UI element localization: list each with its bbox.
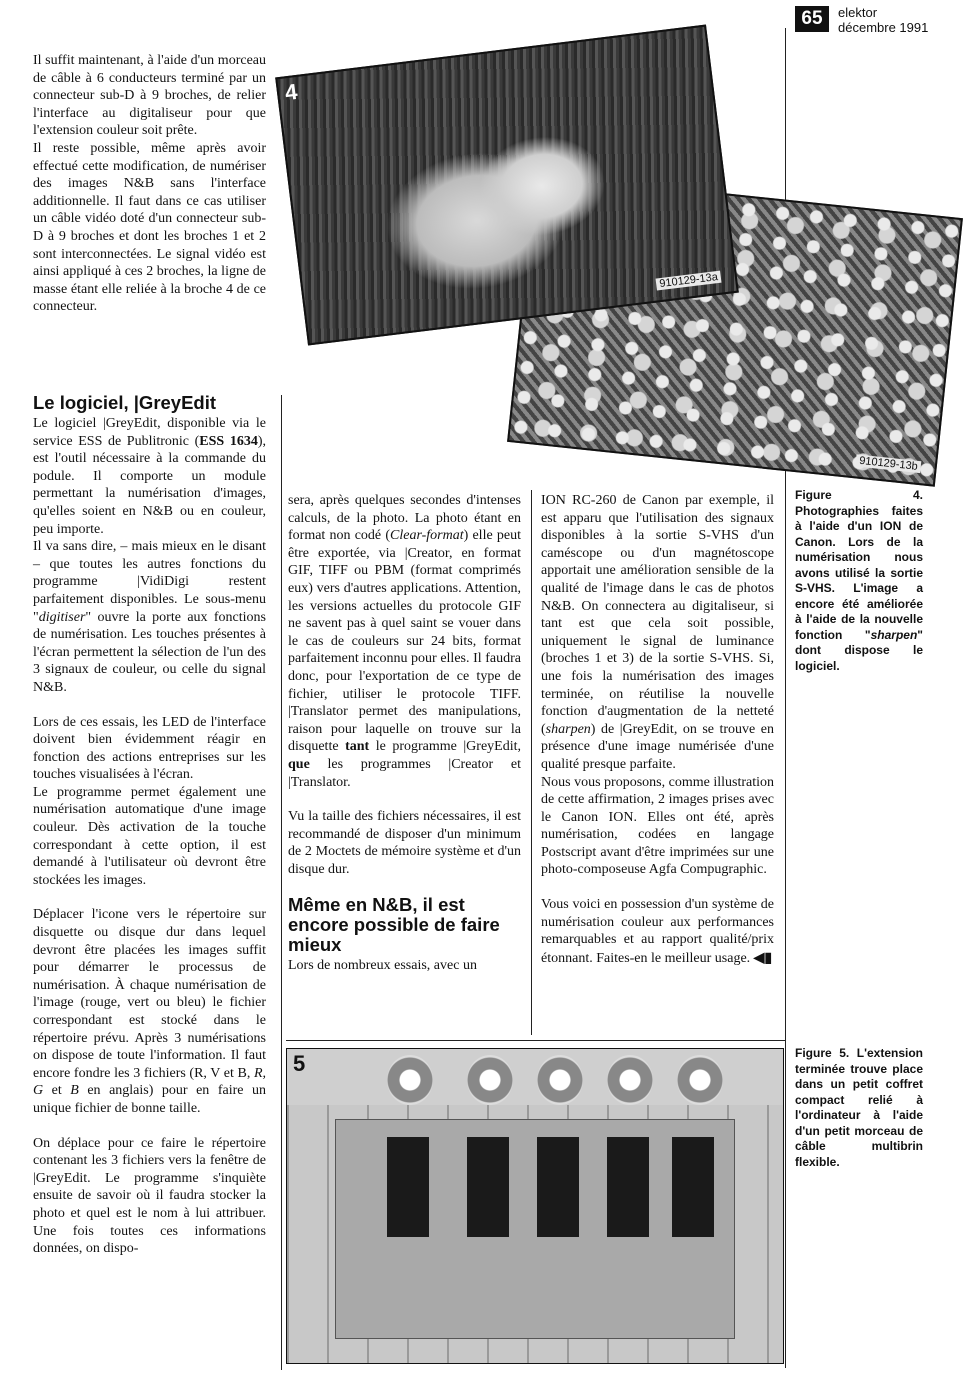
section-heading-nb: Même en N&B, il est encore possible de faire mieux bbox=[288, 894, 500, 956]
col3-paragraph-1: ION RC-260 de Canon par exemple, il est apparu que l'utilisation des signaux disponibles à la sortie S-VHS d'un caméscope ou d'un magnétoscope apportait une amélioration sensible de la qualité de l'image dans le cas de photos N&B. On connectera au digitaliseur, si tant est que cela soit possible, uniquement le signal de luminance (broches 1 et 3) de la sortie S-VHS. Si, une fois la numérisation des images terminée, on réutilise la nouvelle fonction d'augmentation de la netteté (sharpen) de |GreyEdit, on se trouve en présence d'une image numérisée d'une qualité presque parfaite. bbox=[541, 493, 774, 772]
magazine-header bbox=[838, 5, 928, 35]
figure5-number: 5 bbox=[293, 1051, 306, 1076]
ic-chip-3 bbox=[537, 1137, 579, 1237]
col1-paragraph-7: Déplacer l'icone vers le répertoire sur disquette ou disque dur dans lequel devront être placées les images suffit pour démarrer le processus de numérisation. À chaque numérisation de l'image (rouge, vert ou bleu) le fichier correspondant est stocké dans le répertoire prévu. Après 3 numérisations on dispose de toute l'information. Il faut encore fondre les 3 fichiers (R, V et B, R, G et B en anglais) pour en faire un unique fichier de bonne taille. bbox=[33, 907, 266, 1116]
col1-paragraph-4: Il va sans dire, – mais mieux en le disant – que toutes les autres fonctions du programme |VidiDigi restent parfaitement disponibles. Le sous-menu "digitiser" ouvre la porte aux fonctions de numérisation. Les touches présentes à l'écran permettent la sélection de l'un des 3 signaux de couleur, ou celle du signal N&B. bbox=[33, 539, 266, 695]
ic-chip-5 bbox=[672, 1137, 714, 1237]
figure4a-label: 910129-13a bbox=[656, 271, 722, 291]
section-heading-greyedit: Le logiciel, |GreyEdit bbox=[33, 392, 217, 413]
connector-5 bbox=[677, 1055, 723, 1105]
col1-paragraph-8: On déplace pour ce faire le répertoire contenant les 3 fichiers vers la fenêtre de |GreyEdit. Le programme s'inquiète ensuite de savoir où il faudra stocker la photo et quel est le nom à lui attribuer. Une fois toutes ces informations données, on dispo- bbox=[33, 1135, 266, 1257]
column-1 bbox=[33, 393, 266, 1258]
col1-paragraph-2: Il reste possible, même après avoir effectué cette modification, de numériser des images N&B sans l'interface additionnelle. Il faut dans ce cas utiliser un câble vidéo doté d'un connecteur sub-D à 9 broches et dont les broches 1 et 2 sont interconnectées. Le signal vidéo est ainsi appliqué à ces 2 broches, la ligne de masse étant elle reliée à la broche 4 de ce connecteur. bbox=[33, 140, 266, 315]
figure5-photo-circuit bbox=[286, 1048, 784, 1364]
column-rule-1 bbox=[281, 395, 282, 1370]
column-1-top bbox=[33, 52, 266, 316]
connector-1 bbox=[387, 1055, 433, 1105]
col1-paragraph-1: Il suffit maintenant, à l'aide d'un morceau de câble à 6 conducteurs terminé par un connecteur sub-D à 9 broches, de relier l'interface au digitaliseur pour que l'extension couleur soit prête. bbox=[33, 53, 266, 139]
connector-2 bbox=[467, 1055, 513, 1105]
figure4-number: 4 bbox=[283, 78, 299, 106]
magazine-name: elektor bbox=[838, 5, 878, 20]
connector-3 bbox=[537, 1055, 583, 1105]
figure4-caption: Figure 4. Photographies faites à l'aide d'un ION de Canon. Lors de la numérisation nous avons utilisé la sortie S-VHS. L'image a encore été améliorée à l'aide de la nouvelle fonction "sharpen" dont dispose le logiciel. bbox=[795, 488, 923, 673]
column-rule-2 bbox=[531, 490, 532, 1035]
issue-date: décembre 1991 bbox=[838, 20, 929, 35]
col3-paragraph-2: Nous vous proposons, comme illustration de cette affirmation, 2 images prises avec le Canon ION. Elles ont été, après numérisation, codées en langage Postscript avant d'être imprimées sur une photo-composeuse Agfa Compugraphic. bbox=[541, 774, 774, 878]
figure5-rule bbox=[286, 1040, 785, 1041]
col1-paragraph-5: Lors de ces essais, les LED de l'interface doivent bien évidemment réagir en fonction des actions entreprises sur les touches visualisées à l'écran. bbox=[33, 714, 266, 783]
col3-paragraph-3: Vous voici en possession d'un système de numérisation couleur aux performances remarquables et au rapport qualité/prix étonnant. Faites-en le meilleur usage. ◀▮ bbox=[541, 897, 774, 966]
ic-chip-2 bbox=[467, 1137, 509, 1237]
col2-paragraph-2: Vu la taille des fichiers nécessaires, il est recommandé de disposer d'un minimum de 2 Moctets de mémoire système et d'un disque dur. bbox=[288, 809, 521, 877]
figure4-photo-dog bbox=[275, 25, 739, 346]
col2-paragraph-1: sera, après quelques secondes d'intenses calculs, de la photo. La photo étant en format non codé (Clear-format) elle peut être exportée, via |Creator, en format GIF, TIFF ou PBM (format comprimés eux) vers d'autres applications. Attention, les versions actuelles du protocole GIF ne savent pas à quel saint se vouer dans le cas de couleurs sur 24 bits, format parfaitement inconnu pour elles. Il faudra donc, pour l'exportation de ce type de fichier, utiliser le protocole TIFF. |Translator permet des manipulations, raison pour laquelle on trouve sur la disquette tant le programme |GreyEdit, que les programmes |Creator et |Translator. bbox=[288, 493, 521, 790]
col1-paragraph-3: Le logiciel |GreyEdit, disponible via le service ESS de Publitronic (ESS 1634), est l'outil nécessaire à la commande du podule. Il comporte un module permettant la numérisation d'images, qu'elles soient en N&B ou en couleur, peu importe. bbox=[33, 416, 266, 537]
end-of-article-icon: ◀▮ bbox=[753, 948, 773, 965]
col1-paragraph-6: Le programme permet également une numérisation automatique d'une image couleur. Dès activation de la touche correspondant à cette option, il est demandé à l'utilisateur où devront être stockées les images. bbox=[33, 784, 266, 888]
col2-paragraph-3: Lors de nombreux essais, avec un bbox=[288, 958, 477, 974]
ic-chip-4 bbox=[607, 1137, 649, 1237]
column-2 bbox=[288, 492, 521, 975]
column-3 bbox=[541, 492, 774, 967]
connector-4 bbox=[607, 1055, 653, 1105]
ic-chip-1 bbox=[387, 1137, 429, 1237]
figure5-caption: Figure 5. L'extension terminée trouve place dans un petit coffret compact relié à l'ordinateur à l'aide d'un petit morceau de câble multibrin flexible. bbox=[795, 1046, 923, 1169]
page-number: 65 bbox=[795, 6, 829, 32]
figure4b-label: 910129-13b bbox=[856, 454, 922, 473]
